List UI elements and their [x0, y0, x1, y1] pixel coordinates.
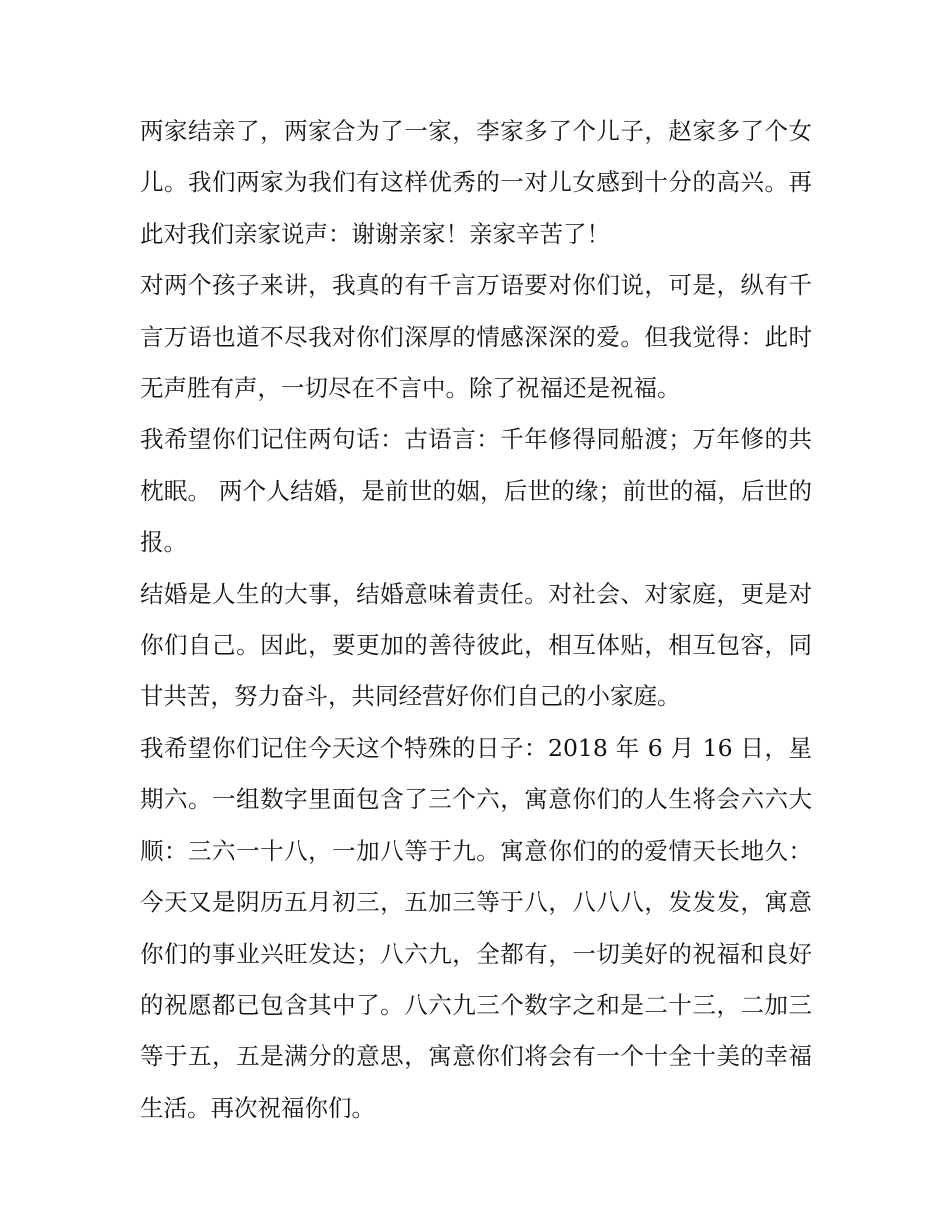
- document-body: [140, 106, 812, 1134]
- paragraph-4: 结婚是人生的大事，结婚意味着责任。对社会、对家庭，更是对你们自己。因此，要更加的善待彼此，相互体贴，相互包容，同甘共苦，努力奋斗，共同经营好你们自己的小家庭。: [140, 579, 812, 711]
- paragraph-5: 我希望你们记住今天这个特殊的日子：2018 年 6 月 16 日，星期六。一组数字里面包含了三个六，寓意你们的人生将会六六大顺：三六一十八，一加八等于九。寓意你们的的爱情天长地久：今天又是阴历五月初三，五加三等于八，八八八，发发发，寓意你们的事业兴旺发达；八六九，全都有，一切美好的祝福和良好的祝愿都已包含其中了。八六九三个数字之和是二十三，二加三等于五，五是满分的意思，寓意你们将会有一个十全十美的幸福生活。再次祝福你们。: [140, 733, 812, 1122]
- paragraph-1: 两家结亲了，两家合为了一家，李家多了个儿子，赵家多了个女儿。我们两家为我们有这样优秀的一对儿女感到十分的高兴。再此对我们亲家说声：谢谢亲家！亲家辛苦了！: [140, 117, 812, 248]
- paragraph-3: 我希望你们记住两句话：古语言：千年修得同船渡；万年修的共枕眠。 两个人结婚，是前世的姻，后世的缘；前世的福，后世的报。: [140, 425, 812, 557]
- paragraph-2: 对两个孩子来讲，我真的有千言万语要对你们说，可是，纵有千言万语也道不尽我对你们深厚的情感深深的爱。但我觉得：此时无声胜有声，一切尽在不言中。除了祝福还是祝福。: [140, 271, 812, 403]
